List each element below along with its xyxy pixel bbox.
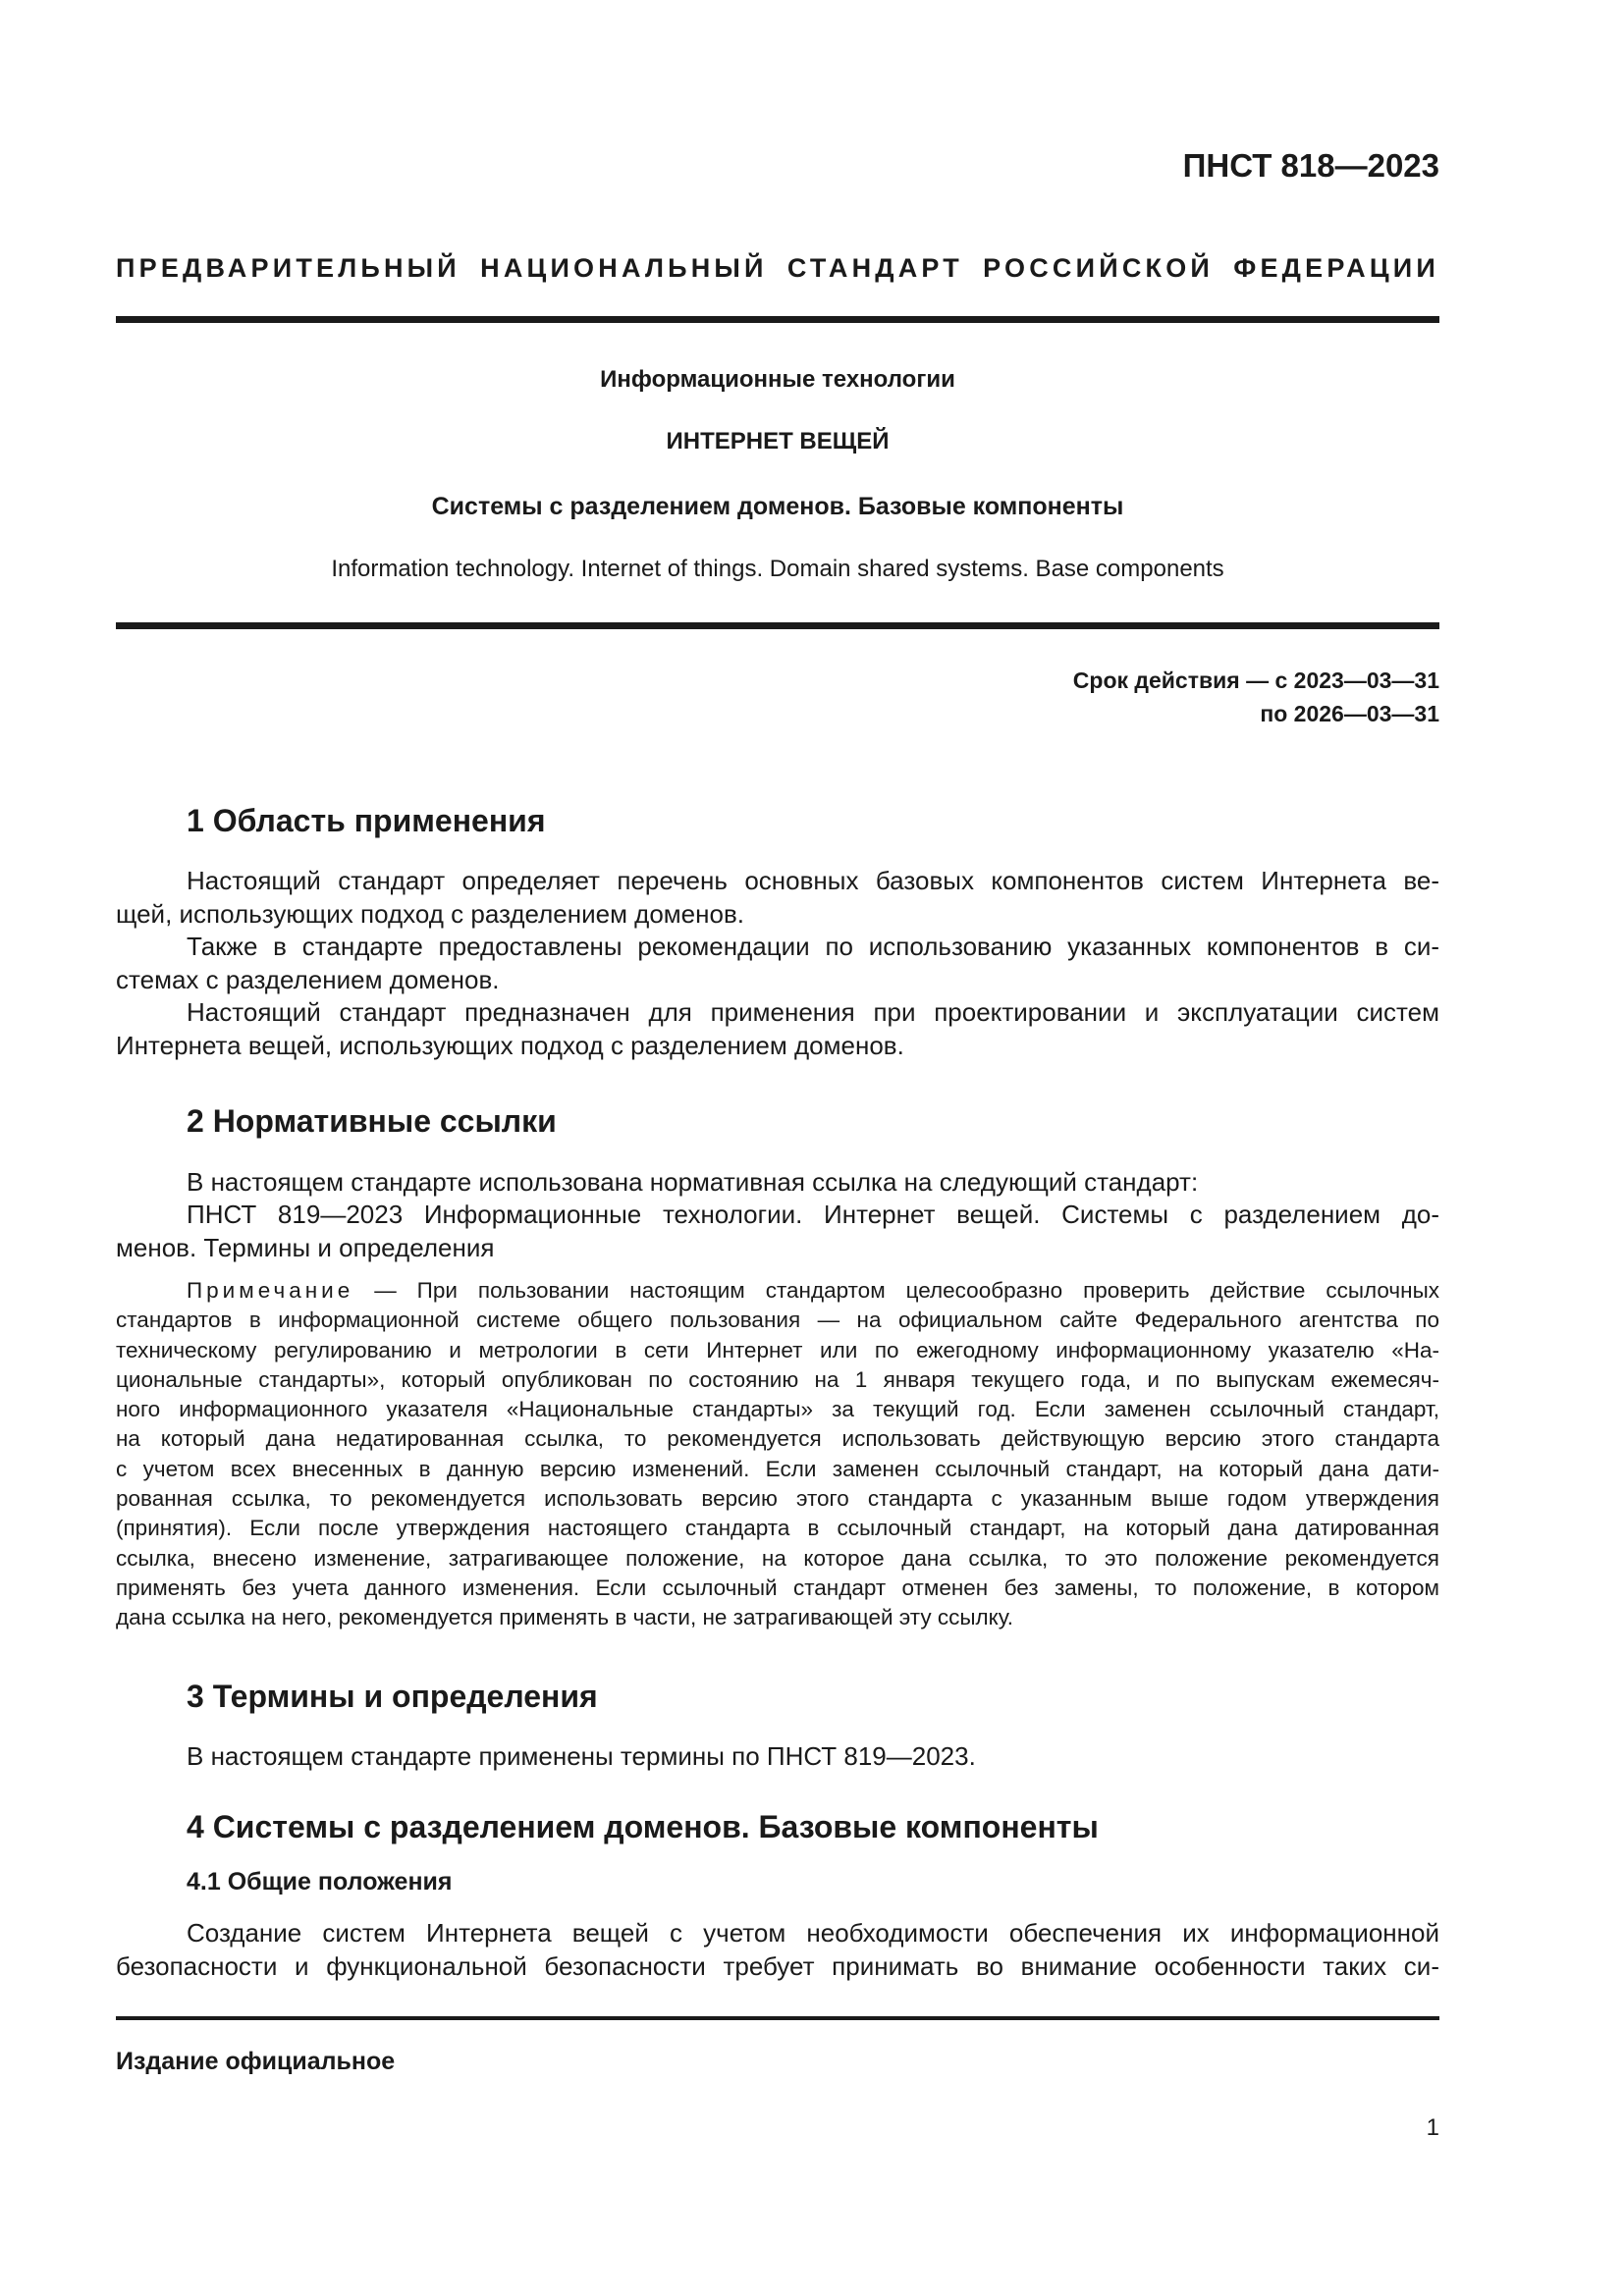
section-1-heading: 1 Область применения [187, 803, 546, 838]
text-line: Также в стандарте предоставлены рекомендации по использованию указанных компонентов в си- [187, 932, 1439, 961]
standard-type: ПРЕДВАРИТЕЛЬНЫЙ НАЦИОНАЛЬНЫЙ СТАНДАРТ РОССИЙСКОЙ ФЕДЕРАЦИИ [116, 253, 1439, 283]
note-line: на который дана недатированная ссылка, то рекомендуется использовать действующую версию этого стандарта [116, 1426, 1439, 1452]
note-line: (принятия). Если после утверждения настоящего стандарта в ссылочный стандарт, на который дана датированная [116, 1516, 1439, 1541]
text-line: ПНСТ 819—2023 Информационные технологии. Интернет вещей. Системы с разделением до- [187, 1200, 1439, 1229]
text-line: стемах с разделением доменов. [116, 964, 500, 994]
section-2-note [116, 1276, 1439, 1633]
note-line: применять без учета данного изменения. Если ссылочный стандарт отменен без замены, то положение, в котором [116, 1575, 1439, 1600]
validity-to: по 2026—03—31 [1260, 701, 1439, 726]
section-3-heading: 3 Термины и определения [187, 1679, 598, 1714]
section-1-paragraph-1 [116, 865, 1439, 931]
section-1-paragraph-3 [116, 996, 1439, 1062]
page-number: 1 [1426, 2114, 1439, 2141]
document-page [116, 0, 1439, 2296]
validity-period [1073, 664, 1439, 730]
title-rule [116, 622, 1439, 629]
text-line: Настоящий стандарт предназначен для применения при проектировании и эксплуатации систем [187, 997, 1439, 1027]
note-line: ссылка, внесено изменение, затрагивающее положение, на которое дана ссылка, то это положение рекомендуется [116, 1545, 1439, 1571]
note-line: Примечание — При пользовании настоящим стандартом целесообразно проверить действие ссылочных [187, 1278, 1439, 1303]
section-4-paragraph-1 [116, 1917, 1439, 1983]
note-line: техническому регулированию и метрологии в сети Интернет или по ежегодному информационному указателю «На- [116, 1337, 1439, 1362]
note-line: циональные стандарты», который опубликован по состоянию на 1 января текущего года, и по выпускам ежемесяч- [116, 1366, 1439, 1392]
document-code: ПНСТ 818—2023 [1182, 147, 1439, 184]
note-line: с учетом всех внесенных в данную версию изменений. Если заменен ссылочный стандарт, на который дана дати- [116, 1456, 1439, 1481]
title-line-3: Системы с разделением доменов. Базовые компоненты [431, 493, 1124, 520]
official-edition-label: Издание официальное [116, 2048, 396, 2075]
text-line: щей, использующих подход с разделением доменов. [116, 898, 744, 929]
text-line: менов. Термины и определения [116, 1232, 495, 1262]
text-line: Создание систем Интернета вещей с учетом необходимости обеспечения их информационной [187, 1918, 1439, 1948]
text-line: безопасности и функциональной безопасности требует принимать во внимание особенности таких си- [116, 1950, 1439, 1981]
title-line-1: Информационные технологии [600, 366, 955, 393]
section-4-heading: 4 Системы с разделением доменов. Базовые компоненты [187, 1809, 1099, 1844]
title-line-2: ИНТЕРНЕТ ВЕЩЕЙ [666, 428, 890, 454]
section-3-paragraph-1 [116, 1740, 1439, 1774]
text-line: Настоящий стандарт определяет перечень основных базовых компонентов систем Интернета ве- [187, 866, 1439, 895]
section-2-paragraph-1 [116, 1166, 1439, 1200]
note-line: стандартов в информационной системе общего пользования — на официальном сайте Федерального агентства по [116, 1308, 1439, 1333]
english-title: Information technology. Internet of things. Domain shared systems. Base components [331, 556, 1224, 582]
section-4-1-heading: 4.1 Общие положения [187, 1868, 453, 1896]
text-line: Интернета вещей, использующих подход с разделением доменов. [116, 1030, 904, 1060]
validity-from: Срок действия — с 2023—03—31 [1072, 667, 1439, 693]
section-1-paragraph-2 [116, 931, 1439, 996]
header-rule [116, 316, 1439, 323]
section-2-paragraph-2 [116, 1199, 1439, 1264]
section-2-heading: 2 Нормативные ссылки [187, 1103, 557, 1139]
note-line: дана ссылка на него, рекомендуется применять в части, не затрагивающей эту ссылку. [116, 1605, 1013, 1630]
note-line: ного информационного указателя «Национальные стандарты» за текущий год. Если заменен ссылочный стандарт, [116, 1397, 1439, 1422]
note-label: Примечание [187, 1278, 354, 1303]
text-line: В настоящем стандарте применены термины по ПНСТ 819—2023. [187, 1741, 976, 1771]
text-line: В настоящем стандарте использована нормативная ссылка на следующий стандарт: [187, 1167, 1199, 1197]
note-line: рованная ссылка, то рекомендуется использовать версию этого стандарта с указанным выше годом утверждения [116, 1486, 1439, 1512]
footer-rule [116, 2016, 1439, 2020]
